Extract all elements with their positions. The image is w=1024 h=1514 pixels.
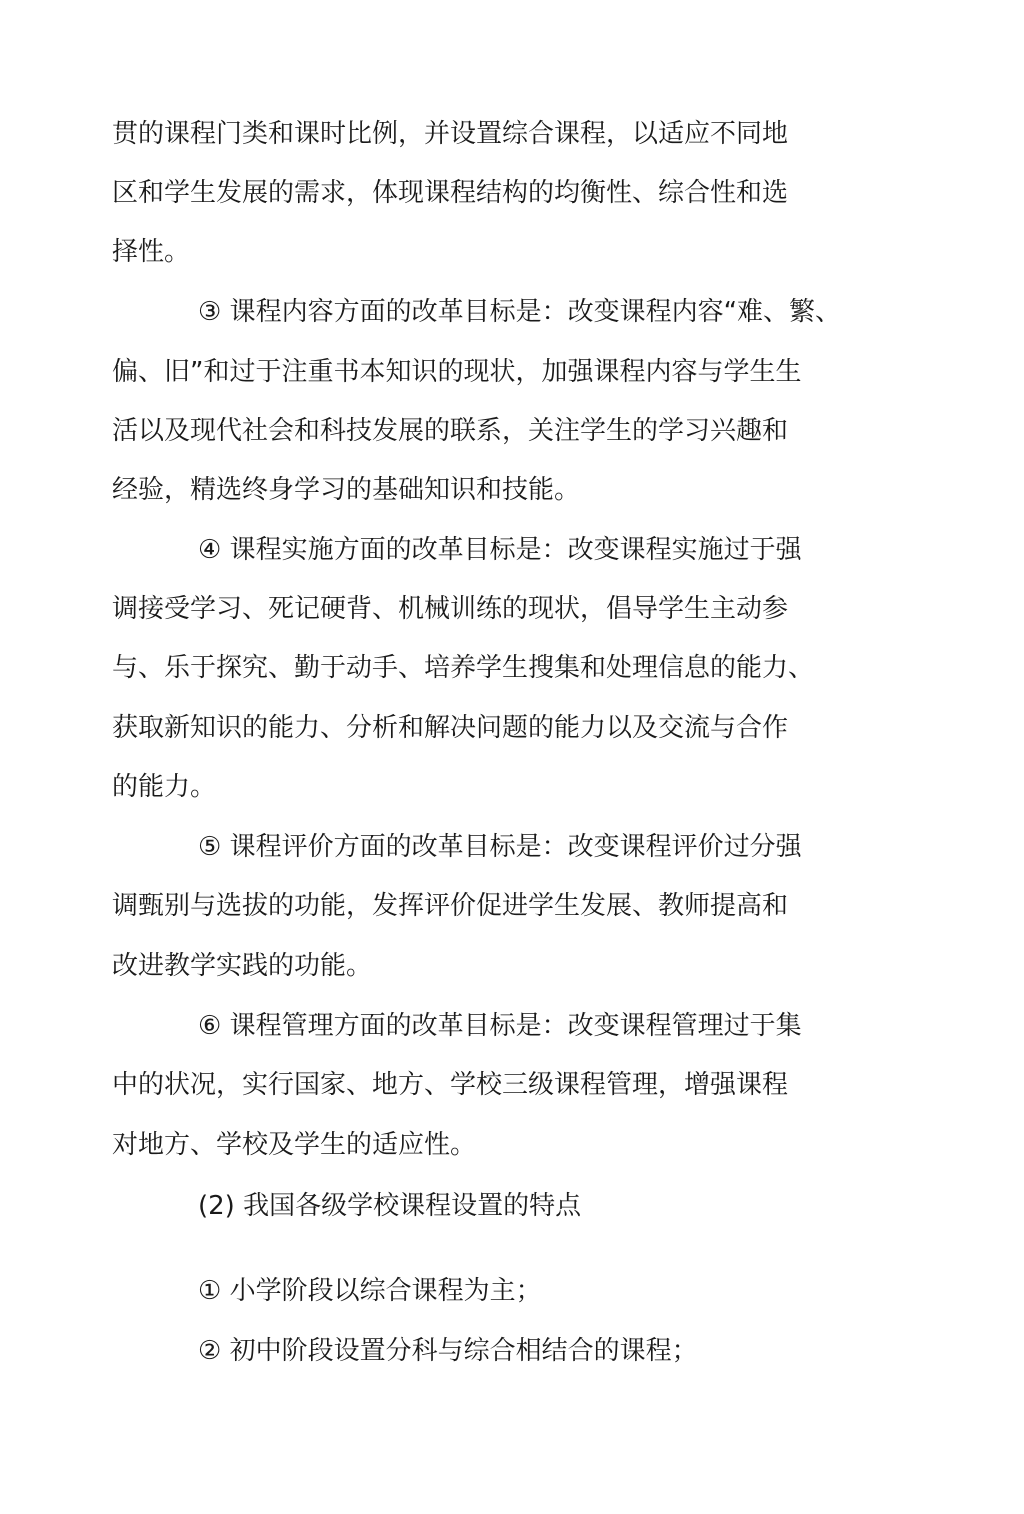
text-line: 与、乐于探究、勤于动手、培养学生搜集和处理信息的能力、	[112, 653, 815, 683]
text-line: 调甄别与选拔的功能，发挥评价促进学生发展、教师提高和	[112, 891, 789, 921]
paragraph-4-start: ④ 课程实施方面的改革目标是：改变课程实施过于强	[198, 535, 802, 565]
text-line: 偏、旧”和过于注重书本知识的现状，加强课程内容与学生生	[112, 357, 802, 387]
paragraph-3-start: ③ 课程内容方面的改革目标是：改变课程内容“难、繁、	[198, 297, 842, 327]
text-line: 活以及现代社会和科技发展的联系，关注学生的学习兴趣和	[112, 416, 789, 446]
text-line: 区和学生发展的需求，体现课程结构的均衡性、综合性和选	[112, 178, 789, 208]
list-item: ② 初中阶段设置分科与综合相结合的课程；	[198, 1336, 698, 1366]
text-line: 择性。	[112, 237, 191, 267]
section-heading: (2) 我国各级学校课程设置的特点	[198, 1191, 582, 1221]
text-line: 调接受学习、死记硬背、机械训练的现状，倡导学生主动参	[112, 594, 789, 624]
text-line: 贯的课程门类和课时比例，并设置综合课程，以适应不同地	[112, 119, 789, 149]
text-line: 获取新知识的能力、分析和解决问题的能力以及交流与合作	[112, 713, 789, 743]
text-line: 中的状况，实行国家、地方、学校三级课程管理，增强课程	[112, 1070, 789, 1100]
paragraph-6-start: ⑥ 课程管理方面的改革目标是：改变课程管理过于集	[198, 1011, 802, 1041]
text-line: 经验，精选终身学习的基础知识和技能。	[112, 475, 581, 505]
text-line: 的能力。	[112, 772, 217, 802]
list-item: ① 小学阶段以综合课程为主；	[198, 1276, 542, 1306]
paragraph-5-start: ⑤ 课程评价方面的改革目标是：改变课程评价过分强	[198, 832, 802, 862]
text-line: 改进教学实践的功能。	[112, 951, 373, 981]
text-line: 对地方、学校及学生的适应性。	[112, 1130, 477, 1160]
